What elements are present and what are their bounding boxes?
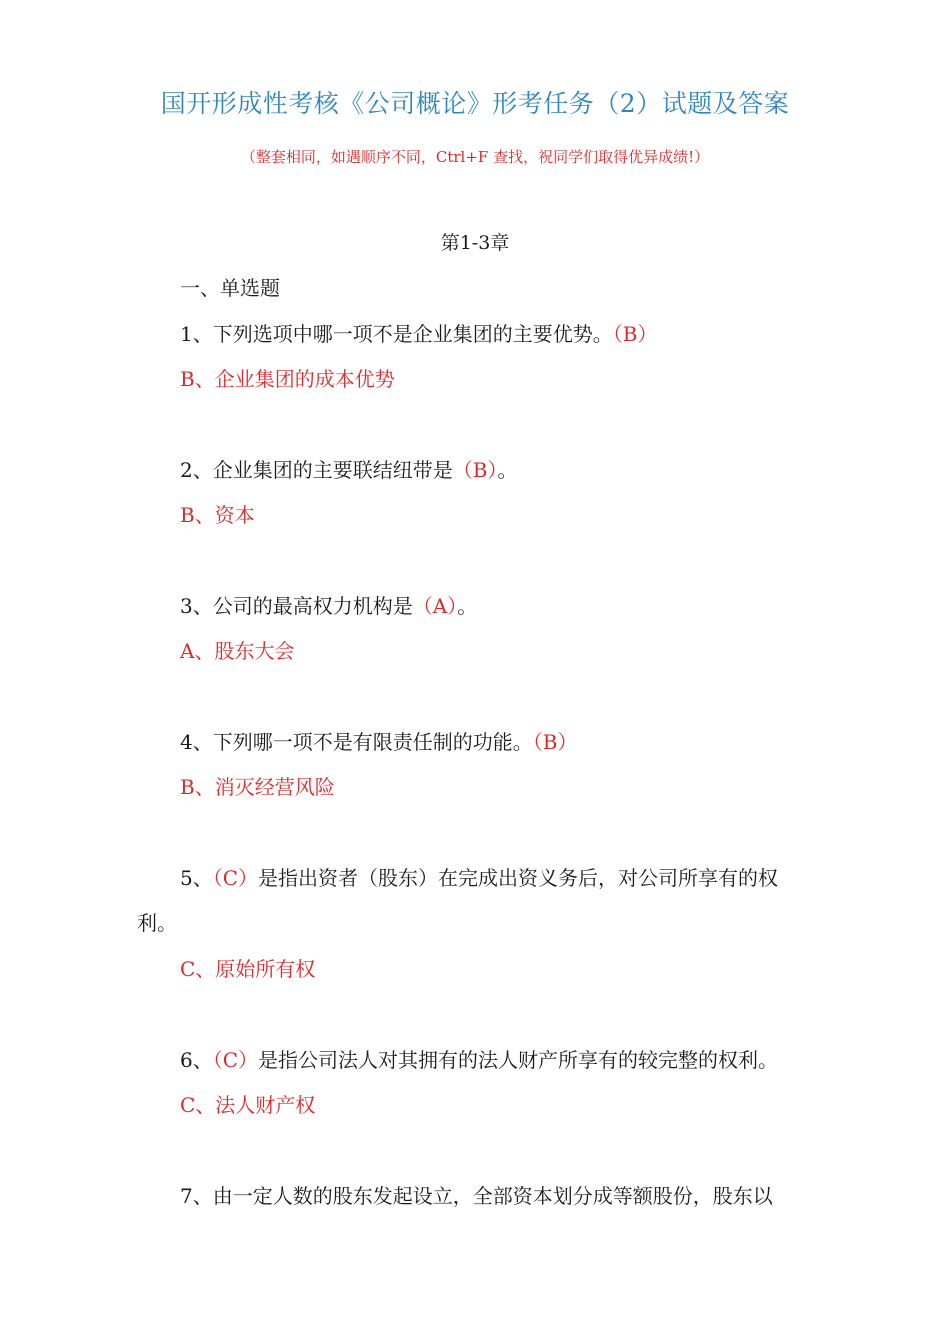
answer-mark: （B） [612, 322, 658, 346]
question-5 [180, 862, 778, 891]
question-5-continuation: 利。 [137, 911, 177, 935]
answer-mark: （A） [412, 594, 458, 618]
chapter-heading: 第1-3章 [440, 232, 510, 254]
question-text: 1、下列选项中哪一项不是企业集团的主要优势。 [180, 322, 613, 346]
question-text: 4、下列哪一项不是有限责任制的功能。 [180, 730, 533, 754]
section-heading: 一、单选题 [180, 276, 280, 300]
answer-2: B、资本 [180, 503, 255, 527]
question-4 [180, 726, 577, 755]
question-text-tail: 是指出资者（股东）在完成出资义务后，对公司所享有的权 [258, 866, 779, 890]
document-subtitle: （整套相同，如遇顺序不同，Ctrl+F 查找，祝同学们取得优异成绩!） [240, 148, 710, 166]
question-2 [180, 454, 517, 483]
answer-mark: （B） [452, 458, 498, 482]
answer-mark: （C） [212, 866, 259, 890]
question-text: 6、 [180, 1048, 213, 1072]
question-text: 3、公司的最高权力机构是 [180, 594, 413, 618]
answer-6: C、法人财产权 [180, 1093, 316, 1117]
question-text-tail: 是指公司法人对其拥有的法人财产所享有的较完整的权利。 [258, 1048, 779, 1072]
question-text: 7、由一定人数的股东发起设立，全部资本划分成等额股份，股东以 [180, 1184, 773, 1208]
question-text-tail: 。 [497, 458, 518, 482]
answer-5: C、原始所有权 [180, 957, 316, 981]
question-text: 5、 [180, 866, 213, 890]
document-title: 国开形成性考核《公司概论》形考任务（2）试题及答案 [160, 89, 790, 118]
answer-4: B、消灭经营风险 [180, 775, 335, 799]
answer-3: A、股东大会 [180, 639, 295, 663]
question-3 [180, 590, 477, 619]
question-7 [180, 1180, 773, 1209]
question-text-tail: 。 [457, 594, 478, 618]
question-6 [180, 1044, 778, 1073]
answer-1: B、企业集团的成本优势 [180, 367, 395, 391]
question-text: 2、企业集团的主要联结纽带是 [180, 458, 453, 482]
answer-mark: （C） [212, 1048, 259, 1072]
question-1 [180, 318, 657, 347]
answer-mark: （B） [532, 730, 578, 754]
